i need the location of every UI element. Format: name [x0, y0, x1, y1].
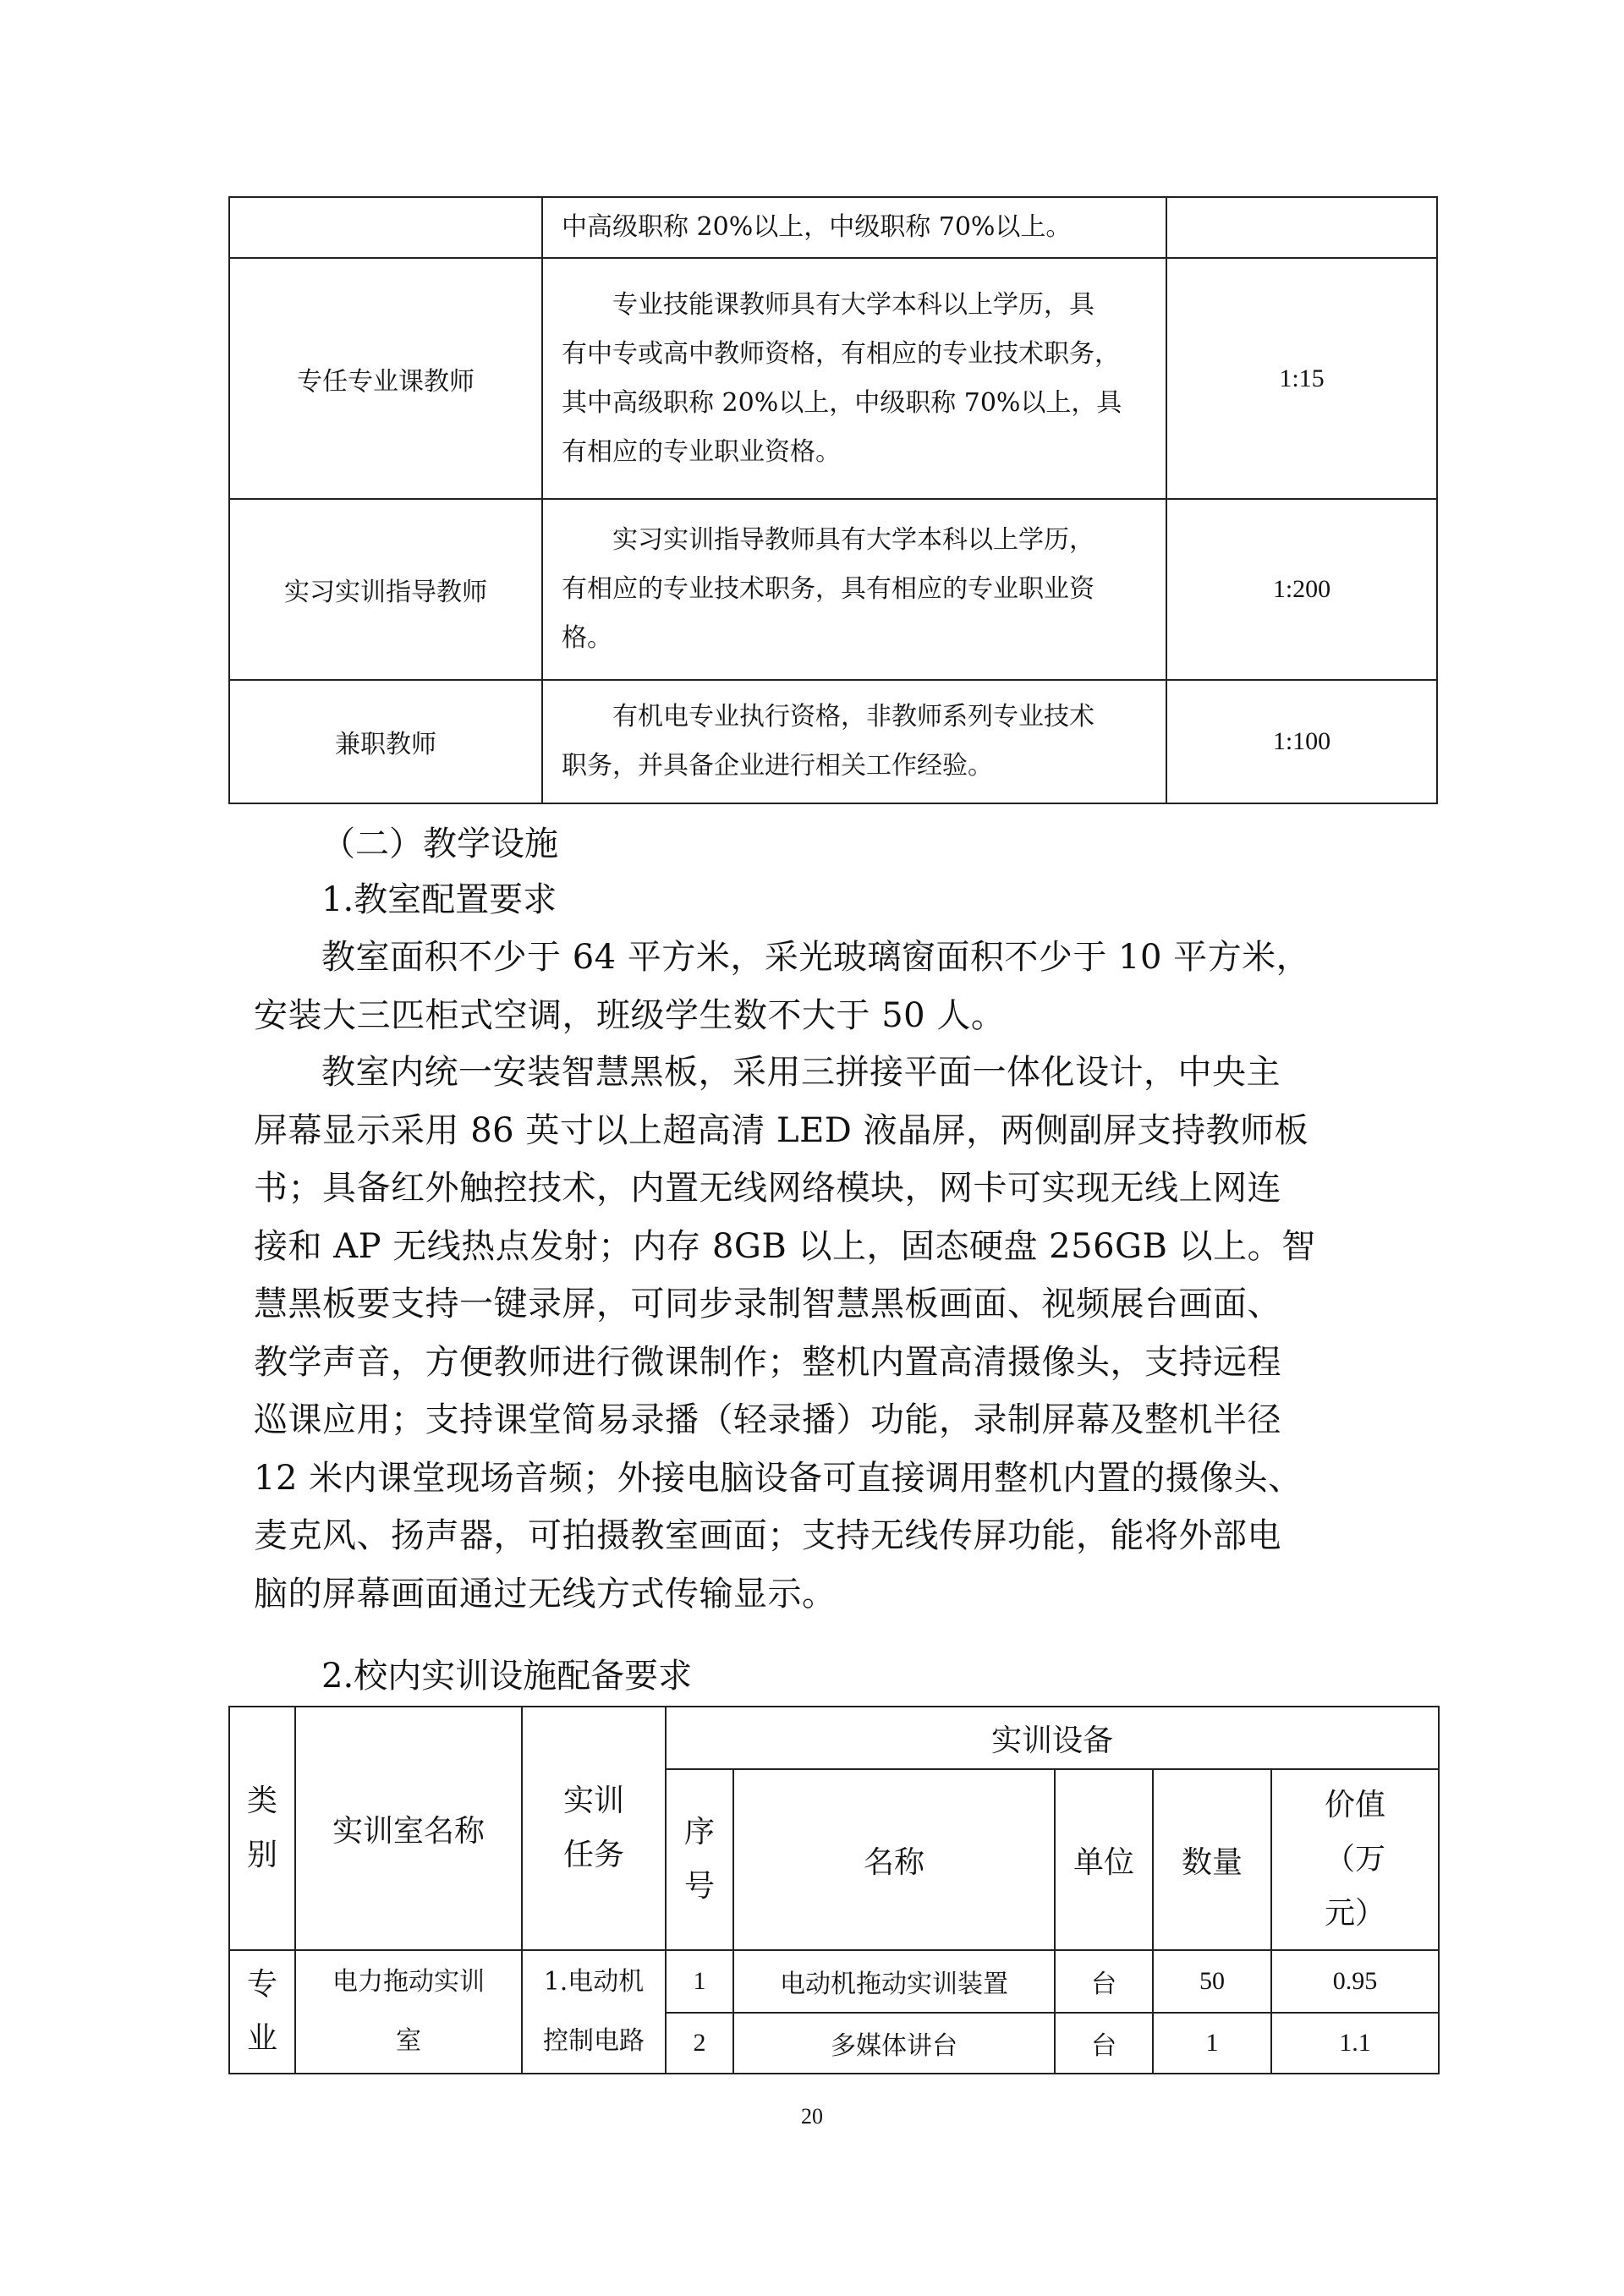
- paragraph-classroom-area: [254, 929, 1387, 1044]
- quantity-cell: 1: [1153, 2013, 1271, 2074]
- paragraph-line: 教室内统一安装智慧黑板，采用三拼接平面一体化设计，中央主: [321, 1053, 1281, 1092]
- paragraph-line: 接和 AP 无线热点发射；内存 8GB 以上，固态硬盘 256GB 以上。智: [254, 1226, 1316, 1266]
- ratio-cell: 1:100: [1166, 680, 1437, 803]
- table-row: [229, 680, 1437, 803]
- role-cell: 实习实训指导教师: [229, 499, 542, 680]
- requirement-line: 有相应的专业技术职务，具有相应的专业职业资: [562, 574, 1095, 604]
- role-cell: 兼职教师: [229, 680, 542, 803]
- ratio-cell: 1:200: [1166, 499, 1437, 680]
- requirement-line: 专业技能课教师具有大学本科以上学历，具: [612, 289, 1095, 320]
- requirement-line: 格。: [562, 623, 612, 653]
- table-row: [229, 1950, 1439, 2013]
- equipment-name-cell: 电动机拖动实训装置: [733, 1950, 1055, 2013]
- requirement-line: 中高级职称 20%以上，中级职称 70%以上。: [562, 212, 1072, 242]
- header-equipment-group: 实训设备: [666, 1707, 1439, 1769]
- unit-cell: 台: [1055, 1950, 1153, 2013]
- paragraph-line: 安装大三匹柜式空调，班级学生数不大于 50 人。: [254, 995, 1006, 1035]
- ratio-cell: 1:15: [1166, 258, 1437, 499]
- page-number: 20: [801, 2104, 823, 2129]
- requirement-line: 有机电专业执行资格，非教师系列专业技术: [612, 702, 1095, 732]
- teacher-requirements-table: [228, 196, 1438, 804]
- quantity-cell: 50: [1153, 1950, 1271, 2013]
- training-facilities-table: [228, 1706, 1440, 2074]
- paragraph-line: 教室面积不少于 64 平方米，采光玻璃窗面积不少于 10 平方米，: [321, 938, 1311, 977]
- header-unit: 单位: [1055, 1769, 1153, 1950]
- role-cell: 专任专业课教师: [229, 258, 542, 499]
- paragraph-line: 麦克风、扬声器，可拍摄教室画面；支持无线传屏功能，能将外部电: [254, 1516, 1281, 1555]
- section-heading: （二）教学设施: [321, 825, 558, 863]
- requirement-cell: [542, 499, 1166, 680]
- paragraph-line: 12 米内课堂现场音频；外接电脑设备可直接调用整机内置的摄像头、: [254, 1458, 1303, 1498]
- paragraph-line: 脑的屏幕画面通过无线方式传输显示。: [254, 1574, 837, 1614]
- value-cell: 1.1: [1271, 2013, 1439, 2074]
- task-cell: 1.电动机 控制电路: [522, 1950, 666, 2074]
- paragraph-line: 慧黑板要支持一键录屏，可同步录制智慧黑板画面、视频展台画面、: [254, 1285, 1281, 1323]
- seq-cell: 2: [666, 2013, 733, 2074]
- paragraph-line: 巡课应用；支持课堂简易录播（轻录播）功能，录制屏幕及整机半径: [254, 1400, 1281, 1439]
- paragraph-line: 教学声音，方便教师进行微课制作；整机内置高清摄像头，支持远程: [254, 1342, 1281, 1382]
- equipment-name-cell: 多媒体讲台: [733, 2013, 1055, 2074]
- requirement-line: 有相应的专业职业资格。: [562, 436, 841, 467]
- table-header-row: [229, 1707, 1439, 1769]
- subheading-classroom: 1.教室配置要求: [321, 880, 557, 919]
- requirement-line: 有中专或高中教师资格，有相应的专业技术职务，: [562, 338, 1120, 369]
- header-value: 价值 （万 元）: [1271, 1769, 1439, 1950]
- header-task: 实训 任务: [522, 1707, 666, 1950]
- header-name: 名称: [733, 1769, 1055, 1950]
- requirement-cell: [542, 197, 1166, 258]
- header-quantity: 数量: [1153, 1769, 1271, 1950]
- requirement-line: 其中高级职称 20%以上，中级职称 70%以上，具: [562, 387, 1122, 418]
- value-cell: 0.95: [1271, 1950, 1439, 2013]
- seq-cell: 1: [666, 1950, 733, 2013]
- paragraph-line: 屏幕显示采用 86 英寸以上超高清 LED 液晶屏，两侧副屏支持教师板: [254, 1110, 1309, 1150]
- requirement-line: 实习实训指导教师具有大学本科以上学历，: [612, 525, 1095, 555]
- paragraph-smart-board: [254, 1044, 1387, 1623]
- table-row: [229, 258, 1437, 499]
- requirement-line: 职务，并具备企业进行相关工作经验。: [562, 751, 993, 781]
- header-room-name: 实训室名称: [295, 1707, 522, 1950]
- table-row: [229, 197, 1437, 258]
- ratio-cell: [1166, 197, 1437, 258]
- requirement-cell: [542, 258, 1166, 499]
- table-row: [229, 499, 1437, 680]
- category-cell: 专 业: [229, 1950, 295, 2074]
- unit-cell: 台: [1055, 2013, 1153, 2074]
- header-category: 类 别: [229, 1707, 295, 1950]
- requirement-cell: [542, 680, 1166, 803]
- subheading-training-facilities: 2.校内实训设施配备要求: [321, 1657, 693, 1696]
- header-seq: 序 号: [666, 1769, 733, 1950]
- room-name-cell: 电力拖动实训 室: [295, 1950, 522, 2074]
- paragraph-line: 书；具备红外触控技术，内置无线网络模块，网卡可实现无线上网连: [254, 1169, 1281, 1208]
- role-cell: [229, 197, 542, 258]
